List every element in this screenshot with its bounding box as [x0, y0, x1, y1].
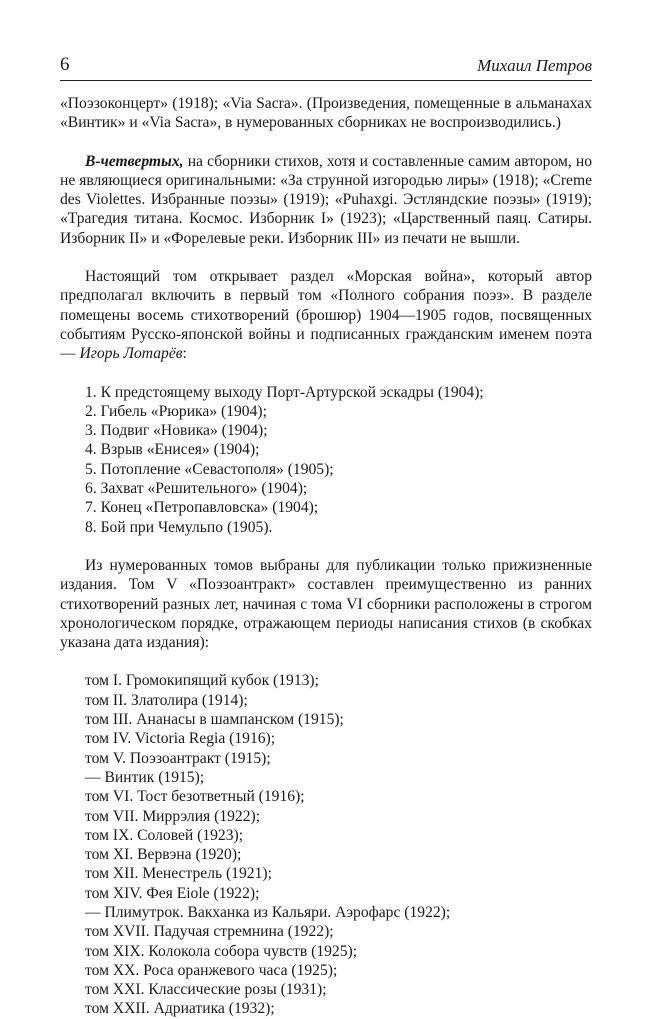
paragraph-continuation: «Поэзоконцерт» (1918); «Via Sacra». (Произведения, помещенные в альманахах «Винтик» и «Via Sacra», в нумерованных сборниках не воспроизводились.)	[60, 95, 592, 132]
paragraph-lead: В-четвертых,	[85, 152, 184, 170]
paragraph-text: на сборники стихов, хотя и составленные самим автором, но не являющиеся оригинальными: «За струнной изгородью лиры» (1918); «Creme des Violettes. Избранные поэзы» (1919); «Puhaxgi. Эстляндские поэзы» (1919); «Трагедия титана. Космос. Изборник I» (1923); «Царственный паяц. Сатиры. Изборник II» и «Форелевые реки. Изборник III» из печати не вышли.	[60, 152, 592, 247]
list-item: 7. Конец «Петропавловска» (1904);	[85, 499, 319, 517]
list-item: том XIX. Колокола собора чувств (1925);	[85, 942, 358, 960]
list-item: том IX. Соловей (1923);	[85, 826, 244, 844]
page-body	[60, 94, 592, 1019]
list-item: 6. Захват «Решительного» (1904);	[85, 480, 308, 498]
spacer	[60, 537, 592, 556]
page-header	[60, 54, 592, 81]
list-item: 4. Взрыв «Енисея» (1904);	[85, 441, 260, 459]
list-item: 5. Потопление «Севастополя» (1905);	[85, 460, 334, 478]
list-item: том XI. Вервэна (1920);	[85, 846, 242, 864]
list-item: том VI. Тост безответный (1916);	[85, 788, 305, 806]
list-item: 8. Бой при Чемульпо (1905).	[85, 518, 273, 536]
list-item: 2. Гибель «Рюрика» (1904);	[85, 402, 267, 420]
list-item: том IV. Victoria Regia (1916);	[85, 730, 276, 748]
spacer	[60, 248, 592, 267]
list-item: том II. Златолира (1914);	[85, 691, 248, 709]
paragraph-volumes-intro: Из нумерованных томов выбраны для публикации только прижизненные издания. Том V «Поэзоантракт» составлен преимущественно из ранних стихотворений разных лет, начиная с тома VI сборники расположены в строгом хронологическом порядке, отражающем периоды написания стихов (в скобках указана дата издания):	[60, 556, 592, 652]
list-item: том XXI. Классические розы (1931);	[85, 981, 327, 999]
spacer	[60, 133, 592, 152]
spacer	[60, 652, 592, 671]
list-item: том XIV. Фея Eiole (1922);	[85, 884, 260, 902]
list-item: 3. Подвиг «Новика» (1904);	[85, 422, 268, 440]
list-item: — Винтик (1915);	[85, 768, 205, 786]
list-item: том XII. Менестрель (1921);	[85, 865, 272, 883]
list-item: том XVII. Падучая стремнина (1922);	[85, 923, 334, 941]
list-item: 1. К предстоящему выходу Порт-Артурской эскадры (1904);	[85, 383, 484, 401]
list-item: — Плимутрок. Вакханка из Кальяри. Аэрофарс (1922);	[85, 903, 451, 921]
war-poems-list	[60, 383, 592, 537]
punctuation: :	[182, 345, 187, 363]
list-item: том XX. Роса оранжевого часа (1925);	[85, 961, 338, 979]
list-item: том I. Громокипящий кубок (1913);	[85, 672, 319, 690]
list-item: том III. Ананасы в шампанском (1915);	[85, 711, 344, 729]
list-item: том VII. Миррэлия (1922);	[85, 807, 261, 825]
volumes-list	[60, 671, 592, 1018]
list-item: том XXII. Адриатика (1932);	[85, 1000, 275, 1018]
paragraph-naval-war	[60, 267, 592, 363]
author-name: Игорь Лотарёв	[79, 345, 183, 363]
page-number: 6	[60, 54, 70, 75]
running-title: Михаил Петров	[477, 56, 592, 75]
list-item: том V. Поэзоантракт (1915);	[85, 749, 271, 767]
paragraph-text: Настоящий том открывает раздел «Морская война», который автор предполагал включить в первый том «Полного собрания поэз». В разделе помещены восемь стихотворений (брошюр) 1904—1905 годов, посвященных событиям Русско-японской войны и подписанных гражданским именем поэта —	[60, 268, 592, 363]
paragraph-fourthly	[60, 152, 592, 248]
spacer	[60, 364, 592, 383]
